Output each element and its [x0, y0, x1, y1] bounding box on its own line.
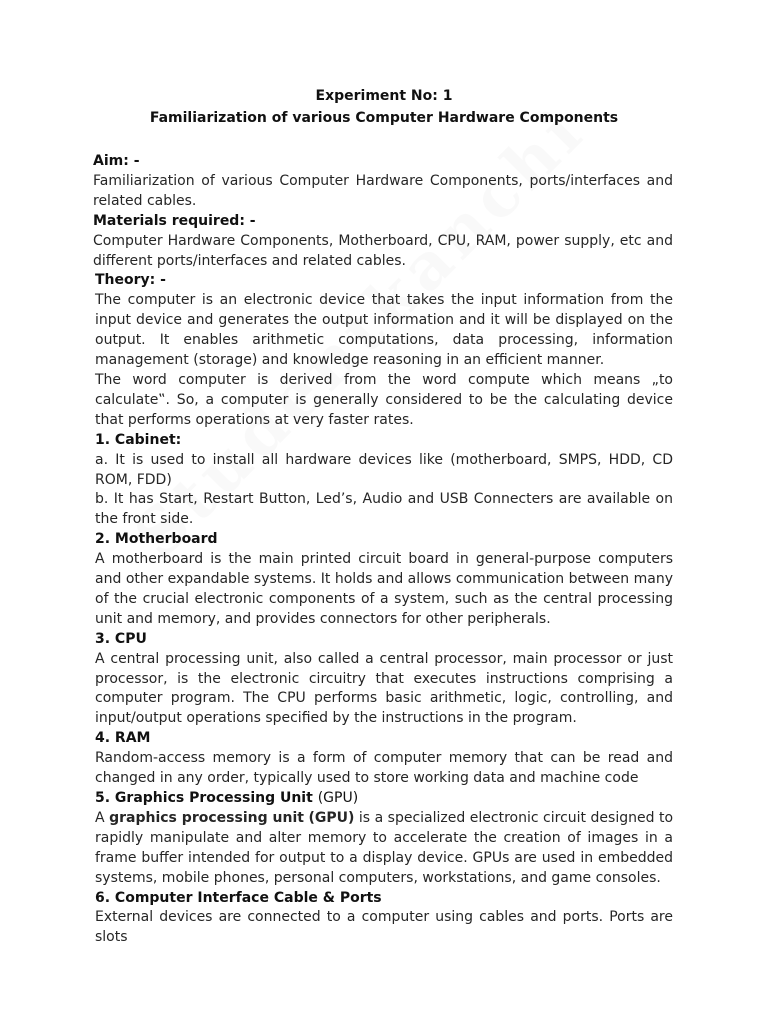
- document-body: [93, 152, 673, 948]
- gpu-heading: [95, 789, 673, 809]
- gpu-lead-abbr: (GPU): [308, 809, 355, 826]
- gpu-lead-a: A: [95, 809, 105, 826]
- gpu-text: [95, 809, 673, 889]
- gpu-heading-abbr: (GPU): [317, 790, 359, 806]
- theory-label: Theory: -: [95, 272, 166, 289]
- gpu-description: is a specialized electronic circuit designed to rapidly manipulate and alter memory to accelerate the creation of images in a frame buffer intended for output to a display device. GPUs are used in embedded systems, mobile phones, personal computers, workstations, and game consoles.: [95, 809, 674, 886]
- gpu-heading-main: 5. Graphics Processing Unit: [95, 790, 313, 806]
- cables-text: External devices are connected to a computer using cables and ports. Ports are slots: [95, 909, 673, 946]
- materials-label: Materials required: -: [93, 212, 256, 229]
- cpu-heading: 3. CPU: [95, 630, 147, 647]
- theory-section: [93, 271, 673, 948]
- materials-text: Computer Hardware Components, Motherboard, CPU, RAM, power supply, etc and different ports/interfaces and related cables.: [93, 232, 673, 269]
- motherboard-heading: 2. Motherboard: [95, 531, 218, 548]
- theory-paragraph-1: The computer is an electronic device that takes the input information from the input device and generates the output information and it will be displayed on the output. It enables arithmetic computations, data processing, information management (storage) and knowledge reasoning in an efficient manner.: [95, 292, 673, 369]
- cabinet-heading: 1. Cabinet:: [95, 431, 182, 448]
- aim-text: Familiarization of various Computer Hardware Components, ports/interfaces and related cables.: [93, 172, 673, 209]
- ram-text: Random-access memory is a form of computer memory that can be read and changed in any order, typically used to store working data and machine code: [95, 750, 673, 787]
- experiment-number: Experiment No: 1: [315, 88, 453, 104]
- cabinet-point-b: b. It has Start, Restart Button, Led’s, Audio and USB Connecters are available on the front side.: [95, 491, 673, 528]
- ram-heading: 4. RAM: [95, 730, 151, 747]
- document-title: Familiarization of various Computer Hardware Components: [149, 110, 619, 126]
- aim-label: Aim: -: [93, 153, 140, 169]
- cabinet-point-a: a. It is used to install all hardware devices like (motherboard, SMPS, HDD, CD ROM, FDD): [95, 451, 673, 488]
- theory-paragraph-2: The word computer is derived from the word compute which means „to calculate‟. So, a computer is generally considered to be the calculating device that performs operations at very faster rates.: [95, 371, 673, 428]
- gpu-lead-term: graphics processing unit: [109, 809, 304, 826]
- motherboard-text: A motherboard is the main printed circuit board in general-purpose computers and other expandable systems. It holds and allows communication between many of the crucial electronic components of a system, such as the central processing unit and memory, and provides connectors for other peripherals.: [95, 551, 673, 627]
- cpu-text: A central processing unit, also called a central processor, main processor or just processor, is the electronic circuitry that executes instructions comprising a computer program. The CPU performs basic arithmetic, logic, controlling, and input/output operations specified by the instructions in the program.: [95, 650, 673, 727]
- cables-heading: 6. Computer Interface Cable & Ports: [95, 889, 382, 906]
